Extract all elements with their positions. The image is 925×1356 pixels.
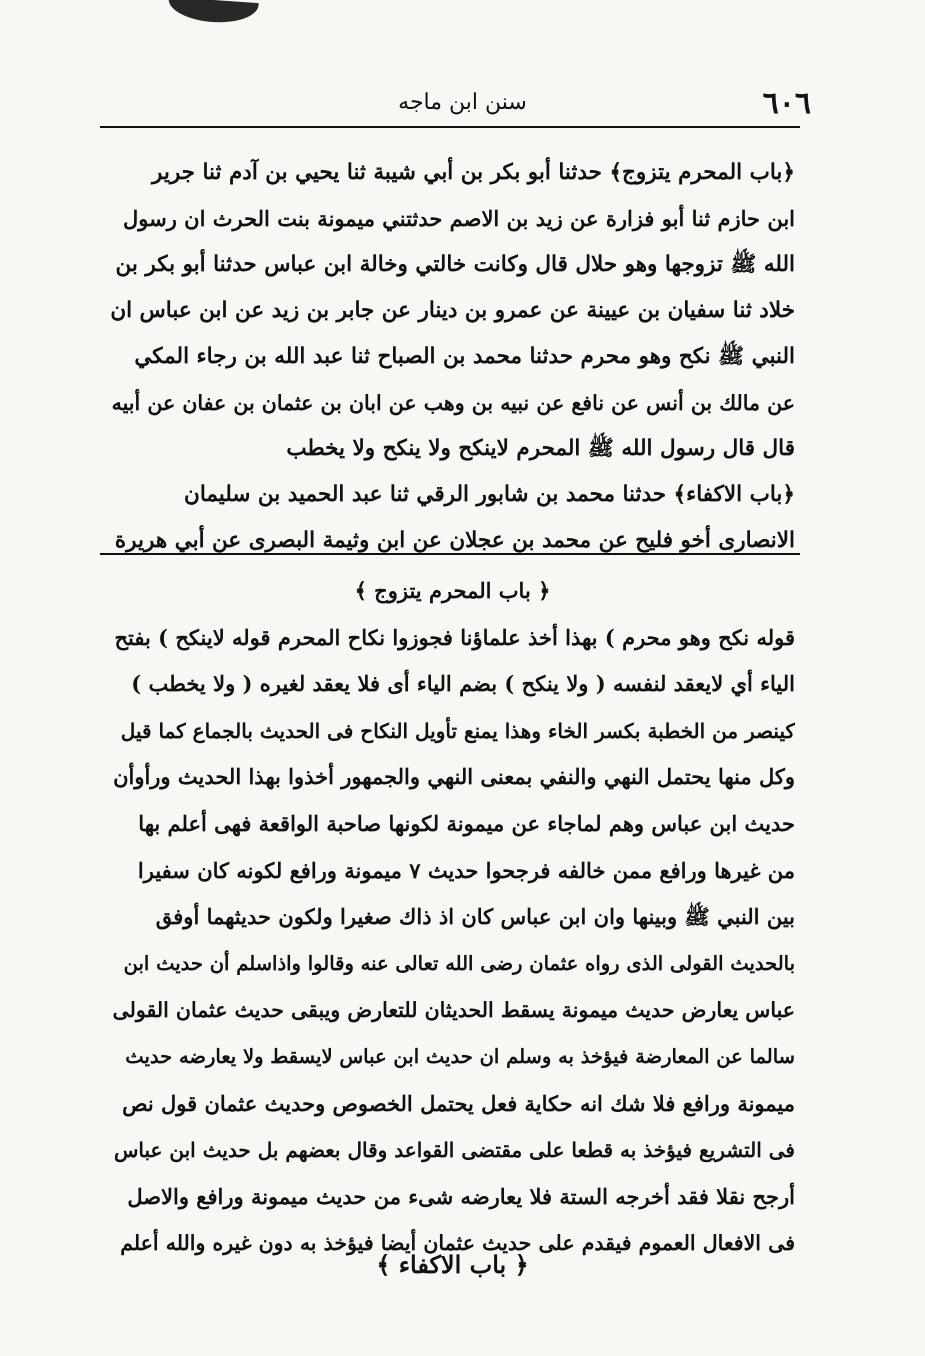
book-title: سنن ابن ماجه (398, 90, 527, 115)
commentary-line: قوله نكح وهو محرم ) بهذا أخذ علماؤنا فجوزوا نكاح المحرم قوله لاينكح ) بفتح (114, 624, 795, 650)
commentary-line: بالحديث القولى الذى رواه عثمان رضى الله تعالى عنه وقالوا واذاسلم أن حديث ابن (123, 951, 795, 975)
commentary-line: فى التشريع فيؤخذ به قطعا على مقتضى القواعد وقال بعضهم بل حديث ابن عباس (113, 1138, 795, 1163)
commentary-line: فى الافعال العموم فيقدم على حديث عثمان أيضا فيؤخذ به دون غيره والله أعلم (120, 1231, 795, 1256)
hadith-line: ﴿باب المحرم يتزوج﴾ حدثنا أبو بكر بن أبي شيبة ثنا يحيي بن آدم ثنا جرير (151, 160, 795, 185)
commentary-line: كينصر من الخطبة بكسر الخاء وهذا يمنع تأويل النكاح فى الحديث بالجماع كما قيل (120, 718, 795, 743)
commentary-line: ميمونة ورافع فلا شك انه حكاية فعل يحتمل الخصوص وحديث عثمان قول نص (122, 1090, 795, 1116)
section-divider (100, 553, 800, 555)
hadith-line: الله ﷺ تزوجها وهو حلال قال وكانت خالتي وخالة ابن عباس حدثنا أبو بكر بن (115, 252, 795, 277)
commentary-line: من غيرها ورافع ممن خالفه فرجحوا حديث ٧ ميمونة ورافع لكونه كان سفيرا (137, 857, 795, 883)
hadith-line: خلاد ثنا سفيان بن عيينة عن عمرو بن دينار عن جابر بن زيد عن ابن عباس ان (110, 298, 795, 323)
commentary-line: وكل منها يحتمل النهي والنفي بمعنى النهي والجمهور أخذوا بهذا الحديث ورأوأن (113, 764, 795, 790)
hadith-text (110, 150, 795, 564)
commentary-line: أرجح نقلا فقد أخرجه الستة فلا يعارضه شىء من حديث ميمونة ورافع والاصل (127, 1183, 795, 1209)
hadith-line: الانصارى أخو فليح عن محمد بن عجلان عن ابن وثيمة البصرى عن أبي هريرة (114, 528, 795, 553)
page-number: ٦٠٦ (762, 86, 811, 121)
commentary-line: عباس يعارض حديث ميمونة يسقط الحديثان للتعارض ويبقى حديث عثمان القولى (112, 998, 795, 1023)
commentary-line: بين النبي ﷺ وبينها وان ابن عباس كان اذ ذاك صغيرا ولكون حديثهما أوفق (155, 904, 795, 930)
header-rule (100, 126, 800, 128)
page-header (100, 86, 825, 122)
hadith-line: ابن حازم ثنا أبو فزارة عن زيد بن الاصم حدثتني ميمونة بنت الحرث ان رسول (123, 206, 795, 231)
hadith-line: النبي ﷺ نكح وهو محرم حدثنا محمد بن الصباح ثنا عبد الله بن رجاء المكي (134, 344, 795, 369)
ink-smudge (167, 0, 258, 25)
commentary-line: سالما عن المعارضة فيؤخذ به وسلم ان حديث ابن عباس لايسقط ولا يعارضه حديث (125, 1044, 795, 1068)
next-chapter-heading: ﴿ باب الاكفاء ﴾ (376, 1250, 529, 1279)
chapter-heading: ﴿ باب المحرم يتزوج ﴾ (354, 578, 551, 603)
commentary-text (110, 568, 795, 1267)
hadith-line: قال قال رسول الله ﷺ المحرم لاينكح ولا ينكح ولا يخطب (286, 436, 795, 461)
commentary-line: حديث ابن عباس وهم لماجاء عن ميمونة لكونها صاحبة الواقعة فهى أعلم بها (138, 810, 795, 836)
hadith-line: عن مالك بن أنس عن نافع عن نبيه بن وهب عن ابان بن عثمان بن عفان عن أبيه (111, 391, 795, 415)
hadith-line: ﴿باب الاكفاء﴾ حدثنا محمد بن شابور الرقي ثنا عبد الحميد بن سليمان (184, 482, 795, 507)
commentary-line: الياء أي لايعقد لنفسه ( ولا ينكح ) بضم الياء أى فلا يعقد لغيره ( ولا يخطب ) (131, 671, 795, 697)
